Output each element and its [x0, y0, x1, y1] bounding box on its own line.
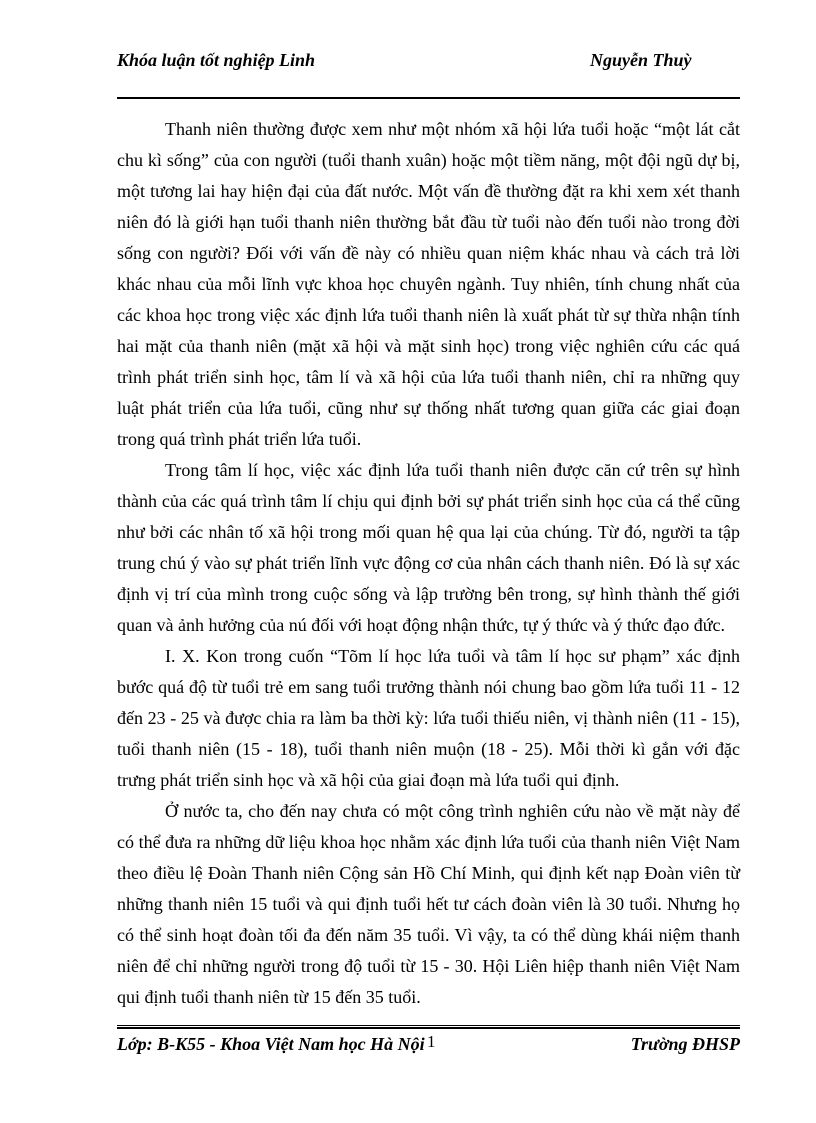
page-header	[117, 48, 740, 96]
footer-class-info: Lớp: B-K55 - Khoa Việt Nam học Hà Nội	[117, 1034, 425, 1054]
paragraph: Thanh niên thường được xem như một nhóm xã hội lứa tuổi hoặc “một lát cắt chu kì sống” của con người (tuổi thanh xuân) hoặc một tiềm năng, một đội ngũ dự bị, một tương lai hay hiện đại của đất nước. Một vấn đề thường đặt ra khi xem xét thanh niên đó là giới hạn tuổi thanh niên thường bắt đầu từ tuổi nào đến tuổi nào trong đời sống con người? Đối với vấn đề này có nhiều quan niệm khác nhau và cách trả lời khác nhau của mỗi lĩnh vực khoa học chuyên ngành. Tuy nhiên, tính chung nhất của các khoa học trong việc xác định lứa tuổi thanh niên là xuất phát từ sự thừa nhận tính hai mặt của thanh niên (mặt xã hội và mặt sinh học) trong việc nghiên cứu các quá trình phát triển sinh học, tâm lí và xã hội của lứa tuổi thanh niên, chỉ ra những quy luật phát triển của lứa tuổi, cũng như sự thống nhất tương quan giữa các giai đoạn trong quá trình phát triển lứa tuổi.	[117, 119, 740, 449]
page-footer	[117, 1032, 740, 1082]
paragraph: Ở nước ta, cho đến nay chưa có một công trình nghiên cứu nào về mặt này để có thể đưa ra những dữ liệu khoa học nhằm xác định lứa tuổi của thanh niên Việt Nam theo điều lệ Đoàn Thanh niên Cộng sản Hồ Chí Minh, qui định kết nạp Đoàn viên từ những thanh niên 15 tuổi và qui định tuổi hết tư cách đoàn viên là 30 tuổi. Nhưng họ có thể sinh hoạt đoàn tối đa đến năm 35 tuổi. Vì vậy, ta có thể dùng khái niệm thanh niên để chỉ những người trong độ tuổi từ 15 - 30. Hội Liên hiệp thanh niên Việt Nam qui định tuổi thanh niên từ 15 đến 35 tuổi.	[117, 801, 740, 1007]
page-number: 1	[427, 1032, 436, 1051]
footer-rule	[117, 1025, 740, 1029]
header-rule	[117, 97, 740, 99]
header-author: Nguyễn Thuỳ	[590, 50, 692, 70]
header-left-text: Khóa luận tốt nghiệp Linh	[117, 50, 316, 70]
footer-school: Trường ĐHSP	[630, 1034, 740, 1054]
paragraph: Trong tâm lí học, việc xác định lứa tuổi thanh niên được căn cứ trên sự hình thành của các quá trình tâm lí chịu qui định bởi sự phát triển sinh học của cá thể cũng như bởi các nhân tố xã hội trong mối quan hệ qua lại của chúng. Từ đó, người ta tập trung chú ý vào sự phát triển lĩnh vực động cơ của nhân cách thanh niên. Đó là sự xác định vị trí của mình trong cuộc sống và lập trường bên trong, sự hình thành thế giới quan và ảnh hưởng của nú đối với hoạt động nhận thức, tự ý thức và ý thức đạo đức.	[117, 460, 740, 635]
paragraph: I. X. Kon trong cuốn “Tõm lí học lứa tuổi và tâm lí học sư phạm” xác định bước quá độ từ tuổi trẻ em sang tuổi trưởng thành nói chung bao gồm lứa tuổi 11 - 12 đến 23 - 25 và được chia ra làm ba thời kỳ: lứa tuổi thiếu niên, vị thành niên (11 - 15), tuổi thanh niên (15 - 18), tuổi thanh niên muộn (18 - 25). Mỗi thời kì gắn với đặc trưng phát triển sinh học và xã hội của giai đoạn mà lứa tuổi qui định.	[117, 646, 740, 790]
document-body	[117, 114, 740, 1013]
